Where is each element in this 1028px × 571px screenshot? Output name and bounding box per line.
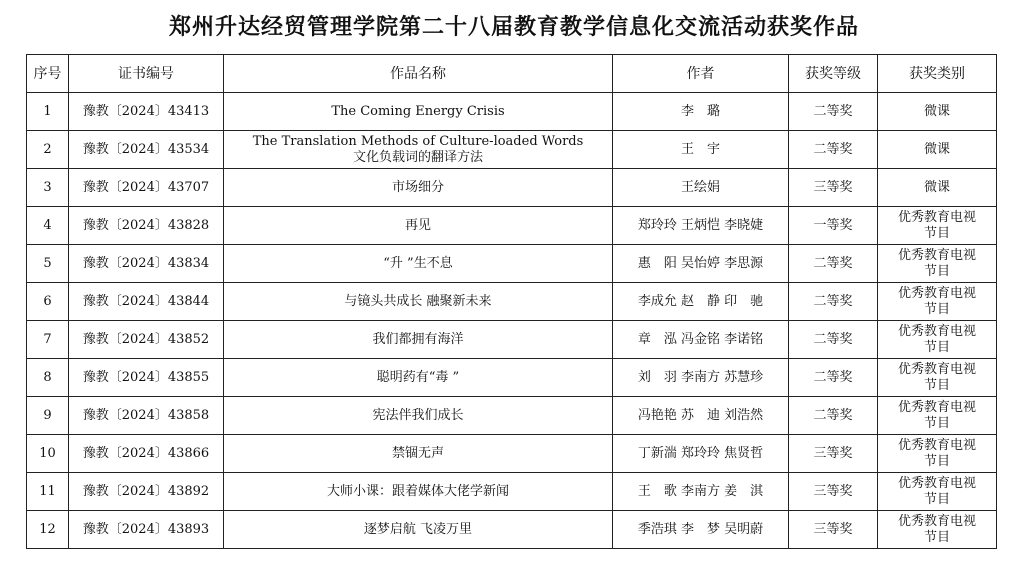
award-category	[878, 435, 997, 473]
award-category	[878, 283, 997, 321]
table-row	[27, 397, 997, 435]
award-category-line: 优秀教育电视	[897, 399, 976, 415]
table-row	[27, 93, 997, 131]
work-title	[224, 397, 613, 435]
award-level: 二等奖	[789, 93, 878, 131]
certificate-number: 豫教〔2024〕43893	[69, 511, 224, 549]
row-index: 9	[27, 397, 69, 435]
header-index: 序号	[27, 55, 69, 93]
row-index: 5	[27, 245, 69, 283]
certificate-number: 豫教〔2024〕43866	[69, 435, 224, 473]
award-category-line: 节目	[923, 491, 950, 507]
author: 章 泓 冯金铭 李诺铭	[613, 321, 789, 359]
work-title	[224, 435, 613, 473]
work-title-line: The Coming Energy Crisis	[331, 103, 505, 119]
award-category-line: 优秀教育电视	[897, 513, 976, 529]
work-title	[224, 283, 613, 321]
certificate-number: 豫教〔2024〕43892	[69, 473, 224, 511]
certificate-number: 豫教〔2024〕43828	[69, 207, 224, 245]
award-level: 二等奖	[789, 397, 878, 435]
work-title	[224, 93, 613, 131]
work-title	[224, 131, 613, 169]
award-category-line: 节目	[923, 339, 950, 355]
certificate-number: 豫教〔2024〕43413	[69, 93, 224, 131]
work-title	[224, 207, 613, 245]
award-category-line: 优秀教育电视	[897, 285, 976, 301]
award-category	[878, 169, 997, 207]
award-category-line: 微课	[923, 103, 950, 119]
header-author: 作者	[613, 55, 789, 93]
table-row	[27, 283, 997, 321]
award-level: 三等奖	[789, 511, 878, 549]
row-index: 1	[27, 93, 69, 131]
award-category	[878, 511, 997, 549]
table-row	[27, 169, 997, 207]
work-title	[224, 321, 613, 359]
work-title-line: 大师小课：跟着媒体大佬学新闻	[326, 483, 509, 499]
table-header-row	[27, 55, 997, 93]
award-category	[878, 207, 997, 245]
award-category-line: 优秀教育电视	[897, 323, 976, 339]
table-row	[27, 473, 997, 511]
header-work-title: 作品名称	[224, 55, 613, 93]
author: 冯艳艳 苏 迪 刘浩然	[613, 397, 789, 435]
author: 刘 羽 李南方 苏慧珍	[613, 359, 789, 397]
award-category	[878, 131, 997, 169]
author: 王绘娟	[613, 169, 789, 207]
author: 惠 阳 吴怡婷 李思源	[613, 245, 789, 283]
row-index: 12	[27, 511, 69, 549]
certificate-number: 豫教〔2024〕43858	[69, 397, 224, 435]
award-category	[878, 245, 997, 283]
author: 季浩琪 李 梦 吴明蔚	[613, 511, 789, 549]
work-title-line: 我们都拥有海洋	[372, 331, 464, 347]
table-row	[27, 435, 997, 473]
work-title-line: 再见	[404, 217, 431, 233]
table-row	[27, 511, 997, 549]
work-title-line: 聪明药有“毒 ”	[376, 369, 460, 385]
table-row	[27, 131, 997, 169]
award-category-line: 节目	[923, 415, 950, 431]
author: 李成允 赵 静 印 驰	[613, 283, 789, 321]
award-category-line: 节目	[923, 453, 950, 469]
award-level: 二等奖	[789, 131, 878, 169]
page-title: 郑州升达经贸管理学院第二十八届教育教学信息化交流活动获奖作品	[168, 14, 859, 40]
work-title-line: 逐梦启航 飞凌万里	[363, 521, 473, 537]
table-row	[27, 359, 997, 397]
award-category-line: 节目	[923, 377, 950, 393]
award-category-line: 节目	[923, 301, 950, 317]
certificate-number: 豫教〔2024〕43707	[69, 169, 224, 207]
award-category-line: 节目	[923, 529, 950, 545]
work-title-line: 市场细分	[391, 179, 444, 195]
certificate-number: 豫教〔2024〕43844	[69, 283, 224, 321]
awards-table	[26, 54, 997, 549]
author: 王 宇	[613, 131, 789, 169]
certificate-number: 豫教〔2024〕43534	[69, 131, 224, 169]
work-title	[224, 245, 613, 283]
header-award-level: 获奖等级	[789, 55, 878, 93]
work-title-line: 文化负载词的翻译方法	[352, 149, 483, 165]
header-award-category: 获奖类别	[878, 55, 997, 93]
award-category	[878, 397, 997, 435]
work-title-line: 宪法伴我们成长	[372, 407, 464, 423]
work-title	[224, 511, 613, 549]
row-index: 3	[27, 169, 69, 207]
award-category	[878, 359, 997, 397]
work-title	[224, 169, 613, 207]
certificate-number: 豫教〔2024〕43834	[69, 245, 224, 283]
award-category-line: 优秀教育电视	[897, 361, 976, 377]
award-category-line: 微课	[923, 141, 950, 157]
row-index: 11	[27, 473, 69, 511]
row-index: 8	[27, 359, 69, 397]
award-category-line: 优秀教育电视	[897, 475, 976, 491]
author: 王 歌 李南方 姜 淇	[613, 473, 789, 511]
row-index: 7	[27, 321, 69, 359]
award-level: 三等奖	[789, 169, 878, 207]
award-level: 二等奖	[789, 321, 878, 359]
row-index: 6	[27, 283, 69, 321]
work-title-line: The Translation Methods of Culture-loaded Words	[252, 133, 584, 149]
work-title	[224, 473, 613, 511]
certificate-number: 豫教〔2024〕43852	[69, 321, 224, 359]
award-category-line: 优秀教育电视	[897, 209, 976, 225]
award-category	[878, 93, 997, 131]
table-row	[27, 207, 997, 245]
work-title-line: 禁锢无声	[391, 445, 444, 461]
header-certificate-number: 证书编号	[69, 55, 224, 93]
award-level: 三等奖	[789, 473, 878, 511]
award-category	[878, 321, 997, 359]
work-title-line: 与镜头共成长 融聚新未来	[344, 293, 492, 309]
award-category-line: 微课	[923, 179, 950, 195]
table-row	[27, 245, 997, 283]
award-level: 二等奖	[789, 283, 878, 321]
author: 郑玲玲 王炳恺 李晓婕	[613, 207, 789, 245]
work-title	[224, 359, 613, 397]
author: 李 璐	[613, 93, 789, 131]
award-category-line: 优秀教育电视	[897, 247, 976, 263]
row-index: 10	[27, 435, 69, 473]
award-category-line: 节目	[923, 263, 950, 279]
award-category-line: 节目	[923, 225, 950, 241]
award-category	[878, 473, 997, 511]
author: 丁新湍 郑玲玲 焦贤哲	[613, 435, 789, 473]
table-row	[27, 321, 997, 359]
row-index: 2	[27, 131, 69, 169]
award-category-line: 优秀教育电视	[897, 437, 976, 453]
work-title-line: “升 ”生不息	[383, 255, 453, 271]
award-level: 一等奖	[789, 207, 878, 245]
certificate-number: 豫教〔2024〕43855	[69, 359, 224, 397]
award-level: 三等奖	[789, 435, 878, 473]
award-level: 二等奖	[789, 245, 878, 283]
row-index: 4	[27, 207, 69, 245]
award-level: 二等奖	[789, 359, 878, 397]
